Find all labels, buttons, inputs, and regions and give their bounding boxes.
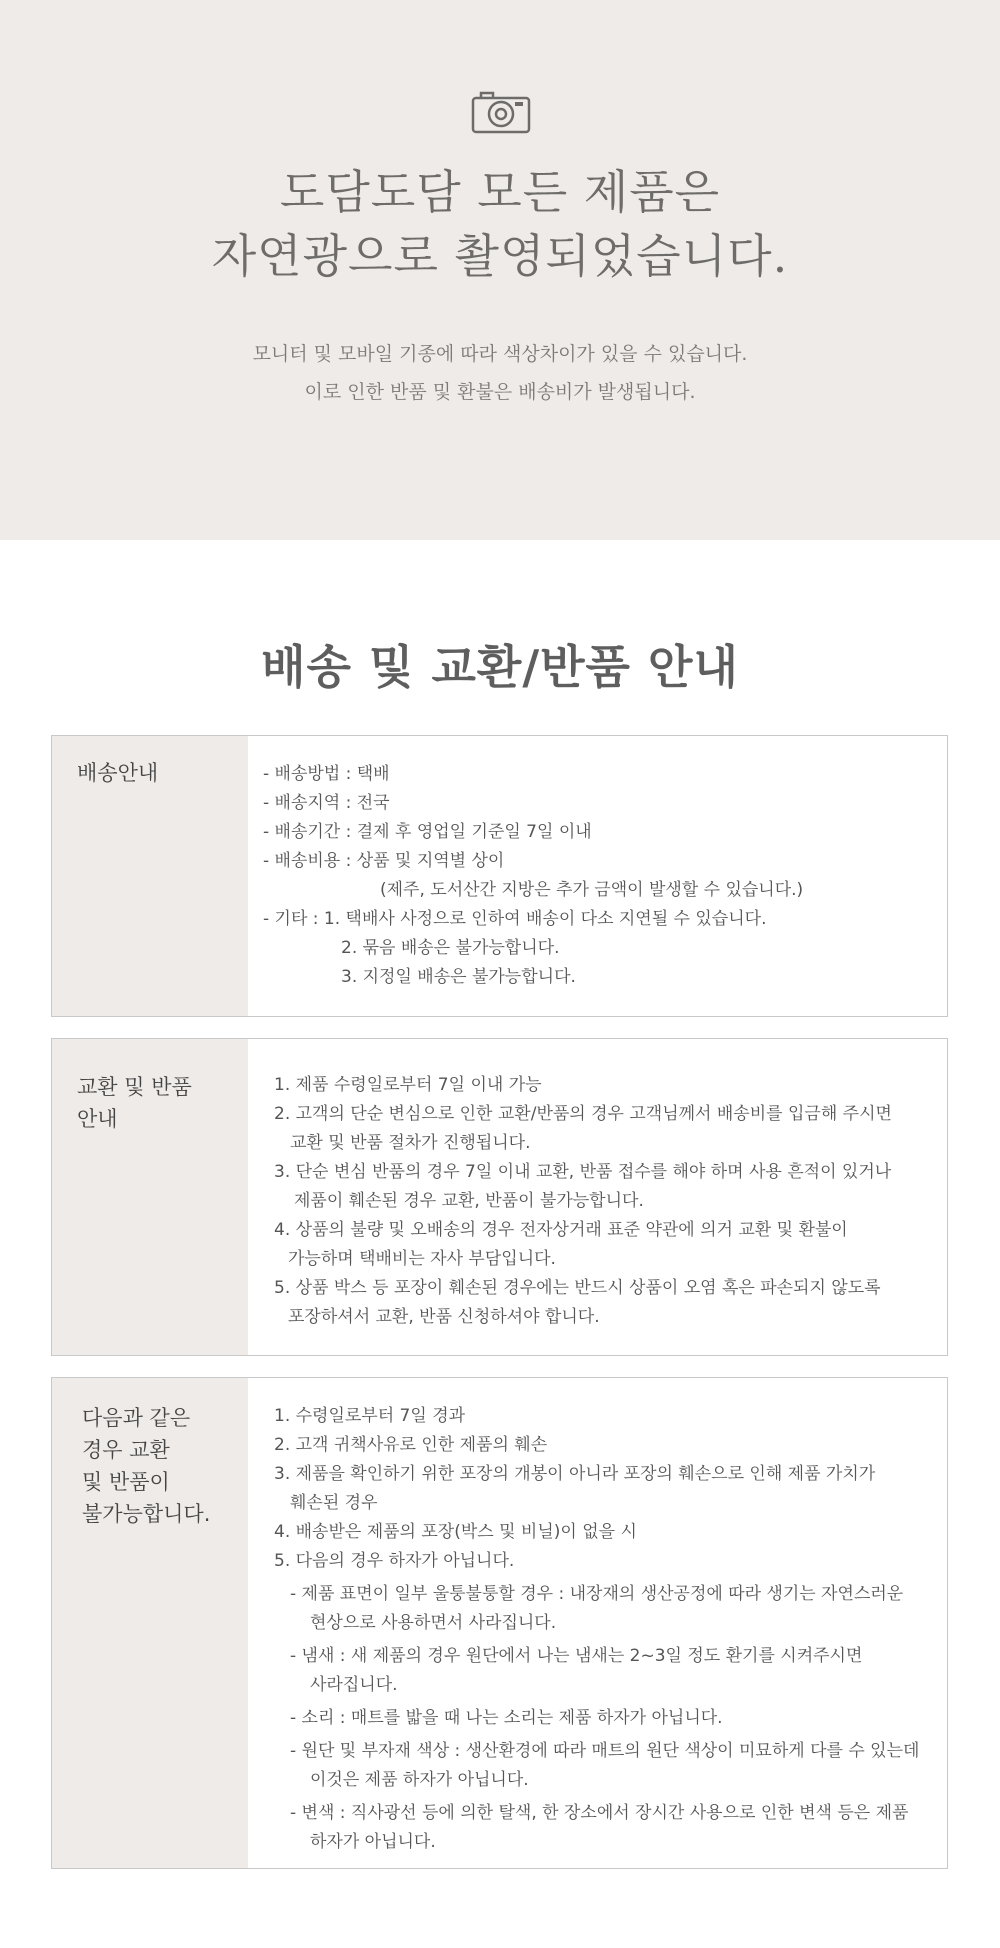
exchange-line: 5. 상품 박스 등 포장이 훼손된 경우에는 반드시 상품이 오염 혹은 파손되지 않도록 [274,1278,881,1298]
shipping-label [77,758,158,788]
section-title: 배송 및 교환/반품 안내 [261,640,739,694]
exchange-label-line: 안내 [77,1107,118,1131]
exchange-label-panel [52,1039,248,1355]
exchange-info-box [51,1038,948,1356]
exchange-line: 4. 상품의 불량 및 오배송의 경우 전자상거래 표준 약관에 의거 교환 및 환불이 [274,1220,848,1240]
hero-subtitle-line: 이로 인한 반품 및 환불은 배송비가 발생됩니다. [304,381,696,403]
hero-title-line: 도담도담 모든 제품은 [279,165,721,219]
not-allowed-line: 3. 제품을 확인하기 위한 포장의 개봉이 아니라 포장의 훼손으로 인해 제품 가치가 [274,1464,876,1484]
not-allowed-line: - 제품 표면이 일부 울퉁불퉁할 경우 : 내장재의 생산공정에 따라 생기는 자연스러운 [290,1584,904,1604]
hero-title [0,160,1000,288]
not-allowed-line: 2. 고객 귀책사유로 인한 제품의 훼손 [274,1435,548,1455]
camera-icon [471,86,531,136]
exchange-line: 2. 고객의 단순 변심으로 인한 교환/반품의 경우 고객님께서 배송비를 입금해 주시면 [274,1104,892,1124]
exchange-label-line: 교환 및 반품 [77,1075,192,1099]
hero-subtitle-line: 모니터 및 모바일 기종에 따라 색상차이가 있을 수 있습니다. [252,343,748,365]
shipping-line: - 배송비용 : 상품 및 지역별 상이 [263,851,505,871]
shipping-line: - 배송지역 : 전국 [263,793,390,813]
shipping-label-panel [52,736,248,1016]
not-allowed-label-line: 불가능합니다. [82,1502,211,1526]
exchange-content [274,1071,937,1332]
not-allowed-label-panel [52,1378,248,1868]
not-allowed-content [274,1402,937,1857]
not-allowed-line: 1. 수령일로부터 7일 경과 [274,1406,466,1426]
not-allowed-line: - 냄새 : 새 제품의 경우 원단에서 나는 냄새는 2~3일 정도 환기를 시켜주시면 [290,1646,863,1666]
shipping-line: 3. 지정일 배송은 불가능합니다. [341,967,576,987]
not-allowed-label-line: 및 반품이 [82,1470,170,1494]
exchange-line: 가능하며 택배비는 자사 부담입니다. [288,1249,556,1269]
not-allowed-line: 하자가 아닙니다. [310,1832,436,1852]
shipping-label-line: 배송안내 [77,761,159,785]
shipping-line: (제주, 도서산간 지방은 추가 금액이 발생할 수 있습니다.) [380,880,804,900]
shipping-line: - 배송방법 : 택배 [263,764,390,784]
hero-banner [0,0,1000,540]
not-allowed-line: 이것은 제품 하자가 아닙니다. [310,1770,529,1790]
not-allowed-line: - 소리 : 매트를 밟을 때 나는 소리는 제품 하자가 아닙니다. [290,1708,723,1728]
exchange-line: 포장하셔서 교환, 반품 신청하셔야 합니다. [288,1307,600,1327]
not-allowed-line: - 원단 및 부자재 색상 : 생산환경에 따라 매트의 원단 색상이 미묘하게 다를 수 있는데 [290,1741,920,1761]
hero-subtitle [0,335,1000,411]
exchange-line: 1. 제품 수령일로부터 7일 이내 가능 [274,1075,542,1095]
hero-title-line: 자연광으로 촬영되었습니다. [211,229,789,283]
not-allowed-line: 사라집니다. [310,1675,398,1695]
not-allowed-line: 5. 다음의 경우 하자가 아닙니다. [274,1551,515,1571]
not-allowed-line: 현상으로 사용하면서 사라집니다. [310,1613,557,1633]
shipping-line: 2. 묶음 배송은 불가능합니다. [341,938,560,958]
exchange-line: 3. 단순 변심 반품의 경우 7일 이내 교환, 반품 접수를 해야 하며 사용 흔적이 있거나 [274,1162,892,1182]
not-allowed-line: 훼손된 경우 [290,1493,378,1513]
exchange-line: 제품이 훼손된 경우 교환, 반품이 불가능합니다. [294,1191,644,1211]
shipping-content [263,760,937,992]
not-allowed-label-line: 경우 교환 [82,1438,170,1462]
exchange-label [77,1071,192,1135]
shipping-info-box [51,735,948,1017]
not-allowed-line: - 변색 : 직사광선 등에 의한 탈색, 한 장소에서 장시간 사용으로 인한 변색 등은 제품 [290,1803,909,1823]
exchange-line: 교환 및 반품 절차가 진행됩니다. [290,1133,531,1153]
not-allowed-label-line: 다음과 같은 [82,1406,191,1430]
shipping-line: - 기타 : 1. 택배사 사정으로 인하여 배송이 다소 지연될 수 있습니다. [263,909,767,929]
shipping-line: - 배송기간 : 결제 후 영업일 기준일 7일 이내 [263,822,592,842]
not-allowed-box [51,1377,948,1869]
not-allowed-line: 4. 배송받은 제품의 포장(박스 및 비닐)이 없을 시 [274,1522,637,1542]
not-allowed-label [82,1402,210,1530]
